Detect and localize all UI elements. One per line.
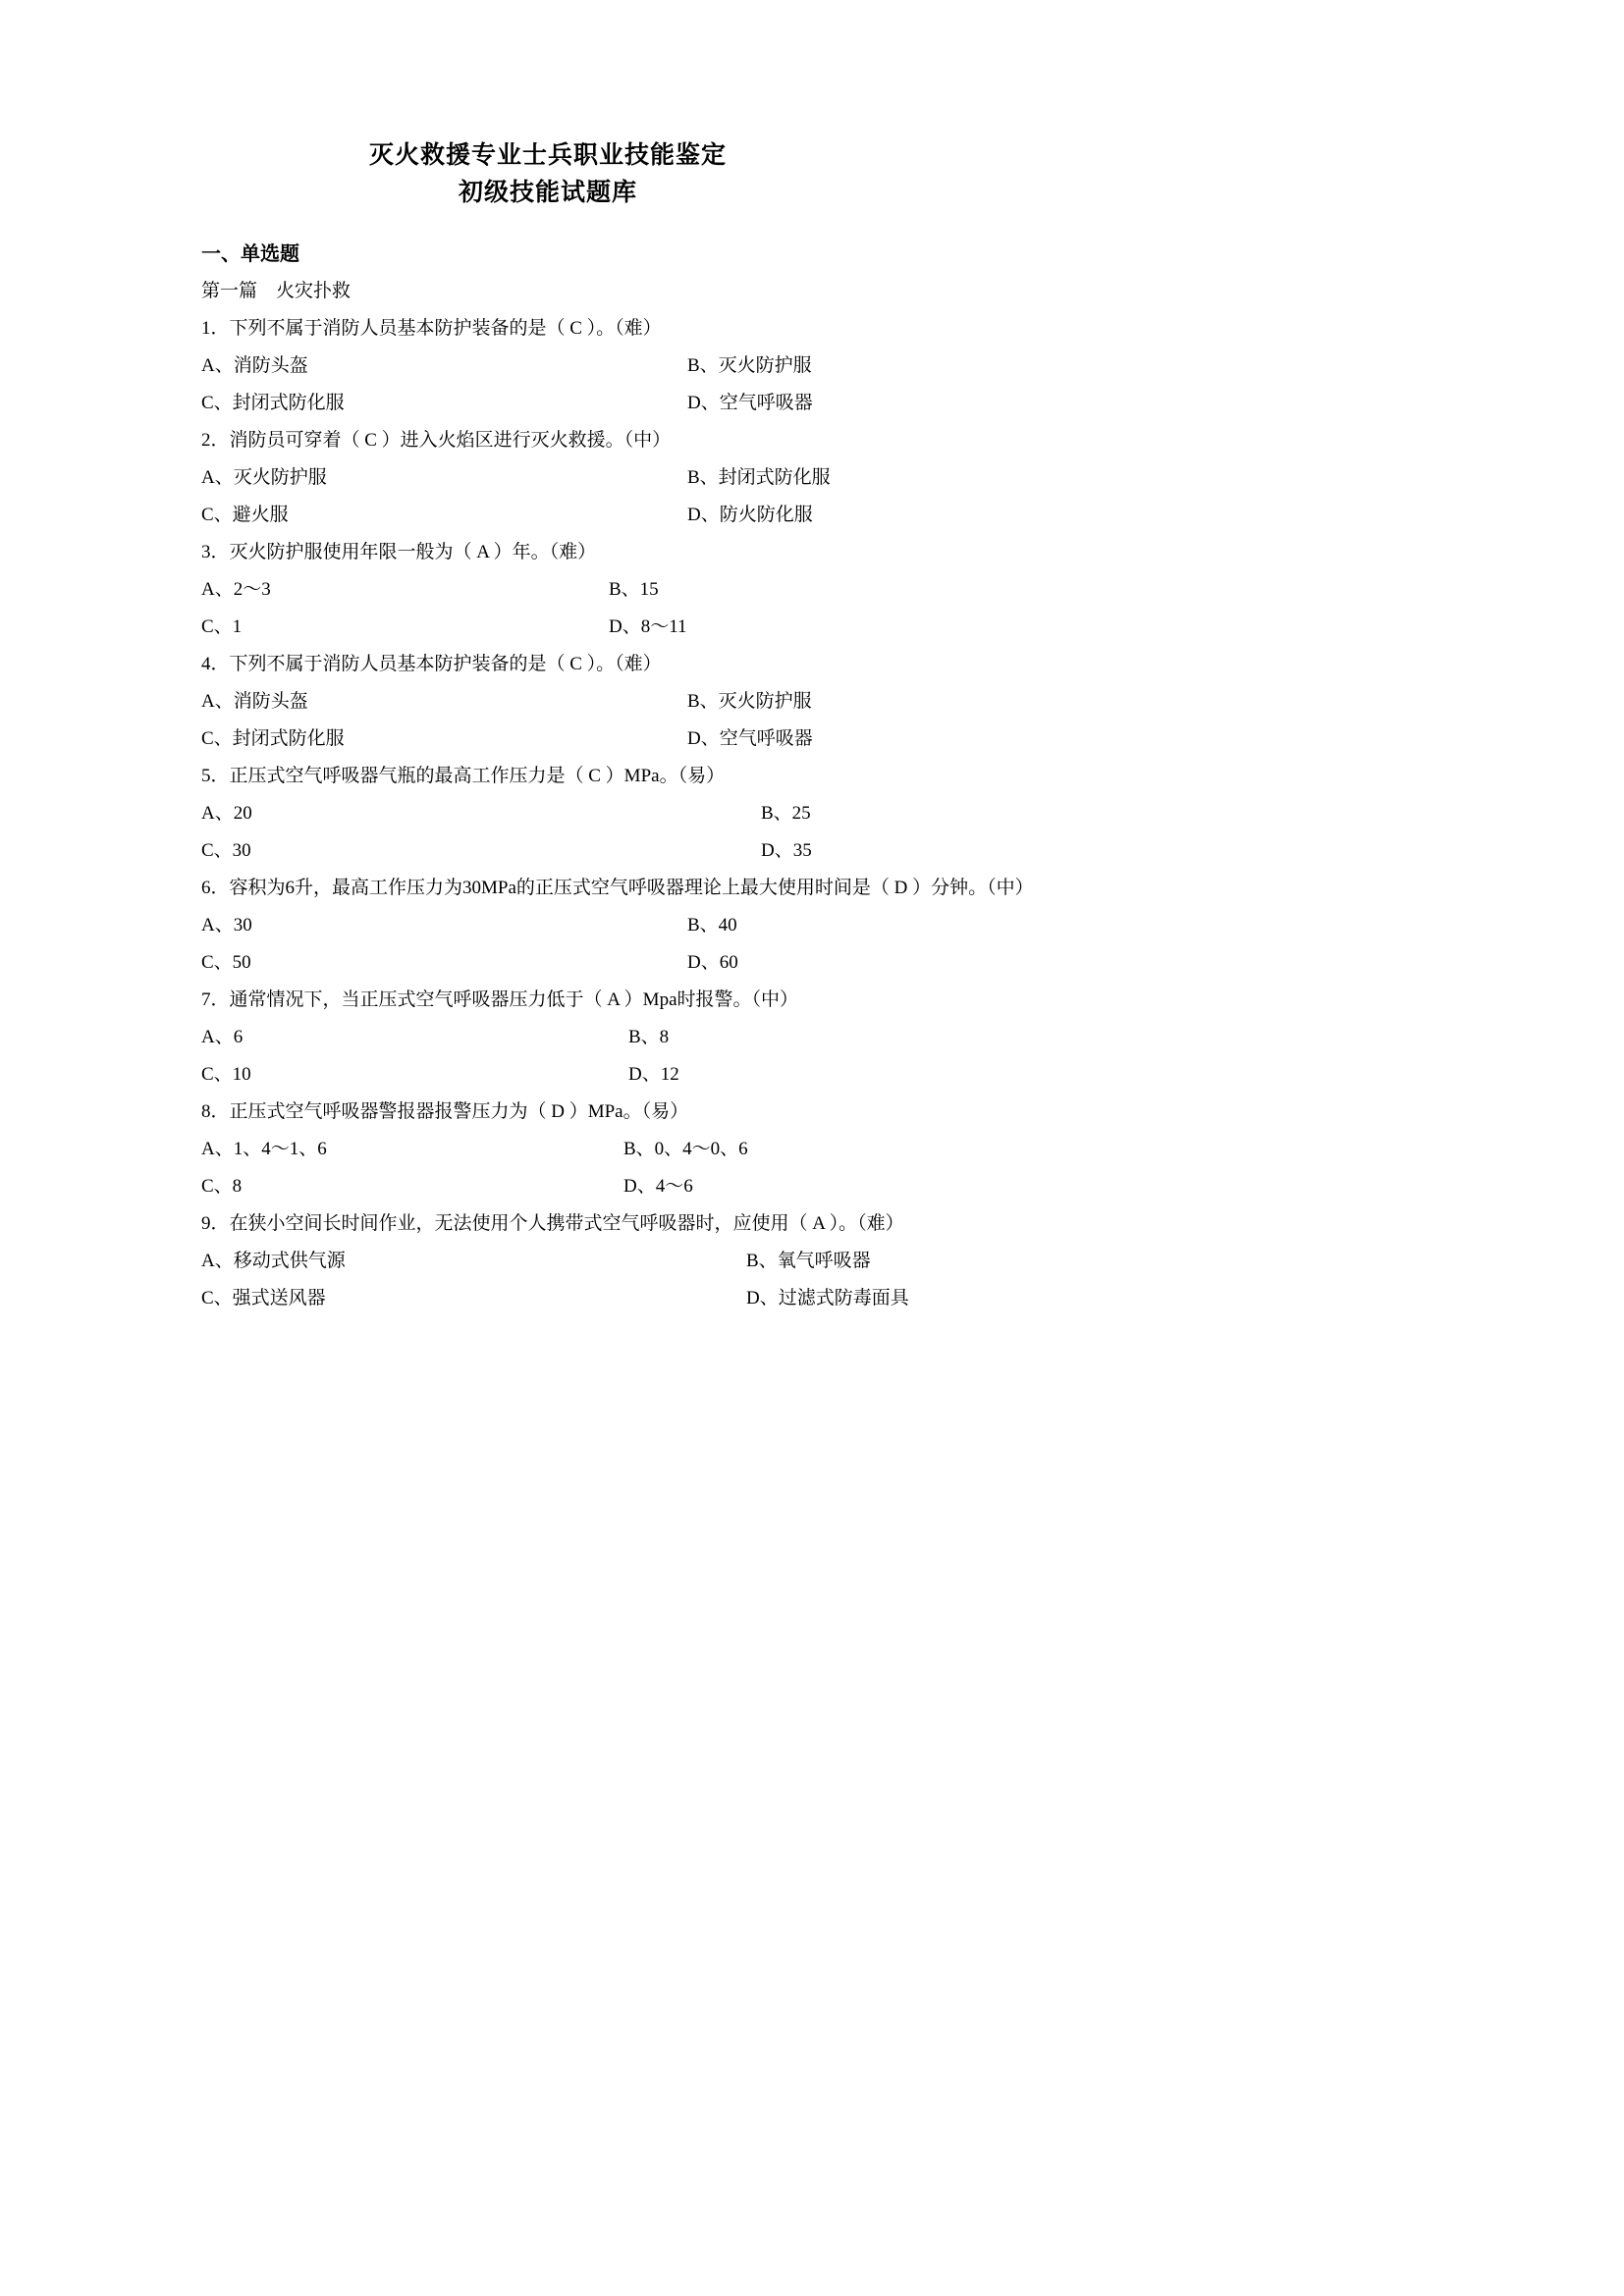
option: C、30	[201, 840, 251, 861]
option-row	[165, 459, 1428, 497]
chapter-heading: 第一篇 火灾扑救	[201, 281, 352, 301]
option-row	[165, 385, 1428, 422]
option: D、空气呼吸器	[687, 728, 813, 749]
option: B、封闭式防化服	[687, 467, 831, 488]
option-row	[165, 832, 1428, 870]
option: D、60	[687, 952, 738, 973]
option: A、20	[201, 803, 252, 824]
option: B、氧气呼吸器	[746, 1251, 871, 1271]
option: C、50	[201, 952, 251, 973]
option: B、灭火防护服	[687, 355, 812, 376]
option: A、消防头盔	[201, 691, 308, 712]
option-row	[165, 1131, 1428, 1168]
option-row	[165, 907, 1428, 944]
question-text: 8．正压式空气呼吸器警报器报警压力为（ D ）MPa。（易）	[201, 1101, 689, 1122]
option-row	[165, 721, 1428, 758]
option: A、30	[201, 915, 252, 935]
question-text: 4．下列不属于消防人员基本防护装备的是（ C ）。（难）	[201, 654, 662, 674]
option: B、25	[761, 803, 811, 824]
option-row	[165, 1243, 1428, 1280]
question-text: 6．容积为6升，最高工作压力为30MPa的正压式空气呼吸器理论上最大使用时间是（ D ）分钟。（中）	[201, 878, 1034, 898]
option: A、1、4～1、6	[201, 1139, 327, 1159]
question-list	[165, 310, 1428, 1317]
option: B、灭火防护服	[687, 691, 812, 712]
option: B、40	[687, 915, 737, 935]
option-row	[165, 571, 1428, 609]
question-text: 2．消防员可穿着（ C ）进入火焰区进行灭火救援。（中）	[201, 430, 672, 451]
option: D、12	[628, 1064, 679, 1085]
option-row	[165, 347, 1428, 385]
option-row	[165, 1280, 1428, 1317]
option: C、避火服	[201, 505, 289, 525]
option: D、8～11	[609, 616, 687, 637]
option: C、封闭式防化服	[201, 728, 345, 749]
doc-title-line1: 灭火救援专业士兵职业技能鉴定	[368, 142, 727, 169]
section-heading: 一、单选题	[201, 243, 299, 265]
question-text: 7．通常情况下，当正压式空气呼吸器压力低于（ A ）Mpa时报警。（中）	[201, 989, 799, 1010]
option: A、消防头盔	[201, 355, 308, 376]
option: B、8	[628, 1027, 670, 1047]
option-row	[165, 609, 1428, 646]
option: B、0、4～0、6	[623, 1139, 748, 1159]
doc-title	[165, 137, 931, 212]
doc-title-line2: 初级技能试题库	[458, 180, 637, 206]
option: C、8	[201, 1176, 243, 1197]
option: C、强式送风器	[201, 1288, 326, 1308]
question-text: 9．在狭小空间长时间作业，无法使用个人携带式空气呼吸器时，应使用（ A ）。（难）	[201, 1213, 904, 1234]
option-row	[165, 683, 1428, 721]
option: D、过滤式防毒面具	[746, 1288, 909, 1308]
option: A、灭火防护服	[201, 467, 327, 488]
option-row	[165, 944, 1428, 982]
option: A、6	[201, 1027, 244, 1047]
option: D、防火防化服	[687, 505, 813, 525]
option-row	[165, 1168, 1428, 1205]
option-row	[165, 795, 1428, 832]
question-text: 1．下列不属于消防人员基本防护装备的是（ C ）。（难）	[201, 318, 662, 339]
option-row	[165, 1019, 1428, 1056]
option: D、35	[761, 840, 812, 861]
option: C、10	[201, 1064, 251, 1085]
option: B、15	[609, 579, 659, 600]
option-row	[165, 497, 1428, 534]
option: C、封闭式防化服	[201, 393, 345, 413]
option: C、1	[201, 616, 243, 637]
option: A、2～3	[201, 579, 271, 600]
question-text: 5．正压式空气呼吸器气瓶的最高工作压力是（ C ）MPa。（易）	[201, 766, 726, 786]
question-text: 3．灭火防护服使用年限一般为（ A ）年。（难）	[201, 542, 597, 562]
option: A、移动式供气源	[201, 1251, 346, 1271]
option: D、空气呼吸器	[687, 393, 813, 413]
option-row	[165, 1056, 1428, 1094]
option: D、4～6	[623, 1176, 693, 1197]
